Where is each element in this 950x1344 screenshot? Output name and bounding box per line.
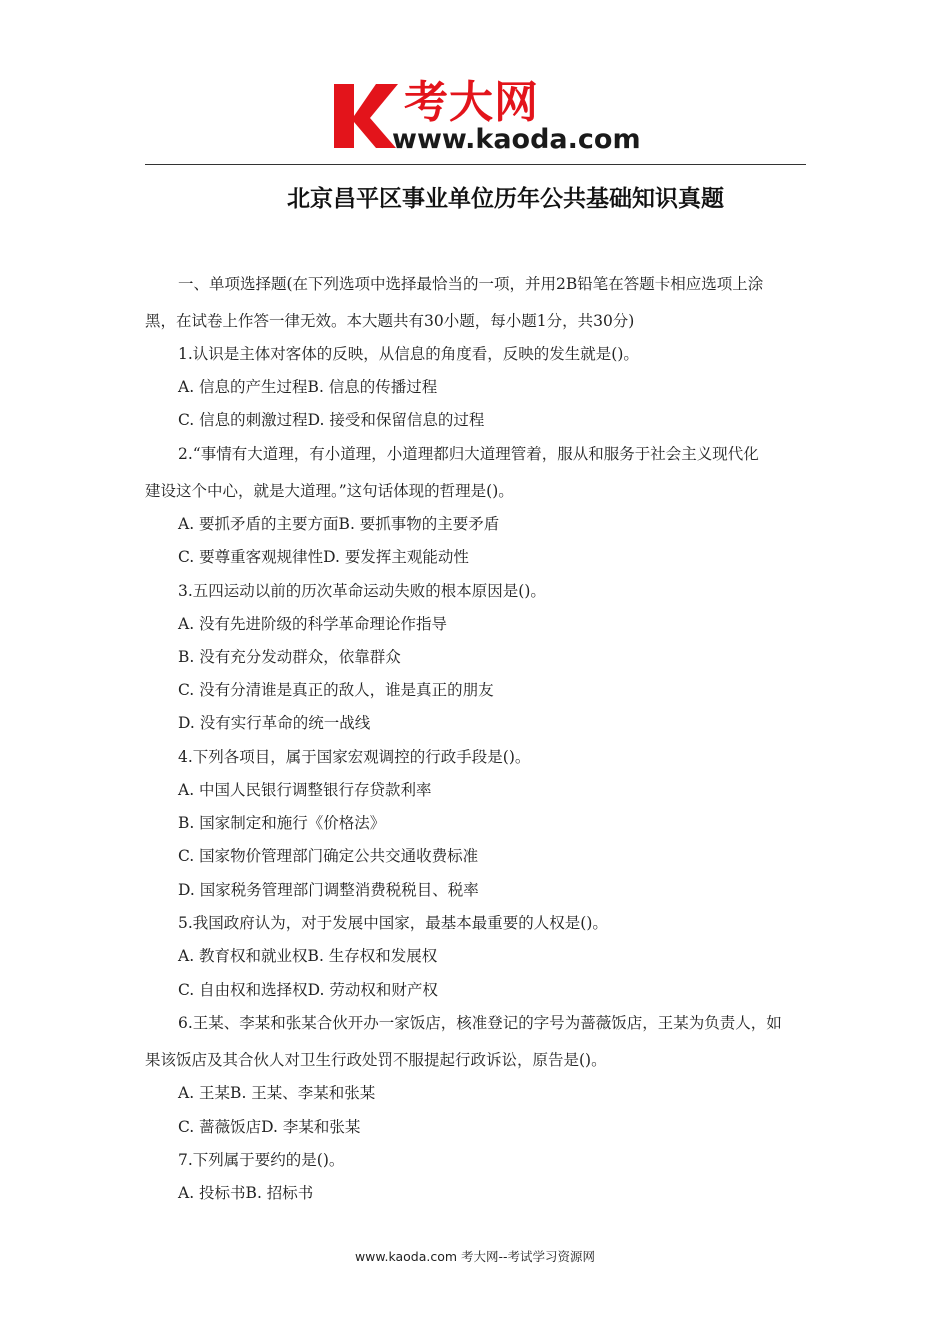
option-line: A. 投标书B. 招标书 xyxy=(178,1184,314,1202)
option-line: C. 没有分清谁是真正的敌人，谁是真正的朋友 xyxy=(178,681,494,699)
option-line: C. 自由权和选择权D. 劳动权和财产权 xyxy=(178,981,438,999)
option-line: A. 信息的产生过程B. 信息的传播过程 xyxy=(178,378,438,396)
option-line: A. 没有先进阶级的科学革命理论作指导 xyxy=(178,615,448,633)
option-line: D. 没有实行革命的统一战线 xyxy=(178,714,371,732)
section-intro-line: 一、单项选择题(在下列选项中选择最恰当的一项，并用2B铅笔在答题卡相应选项上涂 xyxy=(178,275,764,293)
option-line: C. 信息的刺激过程D. 接受和保留信息的过程 xyxy=(178,411,485,429)
question-text: 4.下列各项目，属于国家宏观调控的行政手段是()。 xyxy=(178,748,531,766)
logo-url: www.kaoda.com xyxy=(392,124,641,155)
question-text: 5.我国政府认为，对于发展中国家，最基本最重要的人权是()。 xyxy=(178,914,608,932)
option-line: A. 王某B. 王某、李某和张某 xyxy=(178,1084,376,1102)
option-line: C. 蔷薇饭店D. 李某和张某 xyxy=(178,1118,361,1136)
question-text: 6.王某、李某和张某合伙开办一家饭店，核准登记的字号为蔷薇饭店，王某为负责人，如 xyxy=(178,1014,782,1032)
option-line: B. 没有充分发动群众，依靠群众 xyxy=(178,648,401,666)
section-intro-line: 黑，在试卷上作答一律无效。本大题共有30小题，每小题1分，共30分) xyxy=(145,312,635,330)
question-text: 3.五四运动以前的历次革命运动失败的根本原因是()。 xyxy=(178,582,546,600)
option-line: B. 国家制定和施行《价格法》 xyxy=(178,814,386,832)
logo-brand-name: 考大网 xyxy=(404,77,539,128)
question-text: 7.下列属于要约的是()。 xyxy=(178,1151,345,1169)
page-footer: www.kaoda.com 考大网--考试学习资源网 xyxy=(354,1249,596,1264)
question-text: 建设这个中心，就是大道理。”这句话体现的哲理是()。 xyxy=(145,482,514,500)
option-line: C. 国家物价管理部门确定公共交通收费标准 xyxy=(178,847,479,865)
option-line: A. 教育权和就业权B. 生存权和发展权 xyxy=(178,947,438,965)
option-line: C. 要尊重客观规律性D. 要发挥主观能动性 xyxy=(178,548,469,566)
option-line: D. 国家税务管理部门调整消费税税目、税率 xyxy=(178,881,479,899)
question-text: 1.认识是主体对客体的反映，从信息的角度看，反映的发生就是()。 xyxy=(178,345,639,363)
question-text: 果该饭店及其合伙人对卫生行政处罚不服提起行政诉讼，原告是()。 xyxy=(145,1051,607,1069)
header-divider xyxy=(145,164,806,165)
question-text: 2.“事情有大道理，有小道理，小道理都归大道理管着，服从和服务于社会主义现代化 xyxy=(178,445,759,463)
page-title: 北京昌平区事业单位历年公共基础知识真题 xyxy=(287,186,724,212)
kaoda-logo xyxy=(330,78,660,160)
option-line: A. 中国人民银行调整银行存贷款利率 xyxy=(178,781,432,799)
option-line: A. 要抓矛盾的主要方面B. 要抓事物的主要矛盾 xyxy=(178,515,500,533)
k-logo-icon xyxy=(330,78,400,150)
